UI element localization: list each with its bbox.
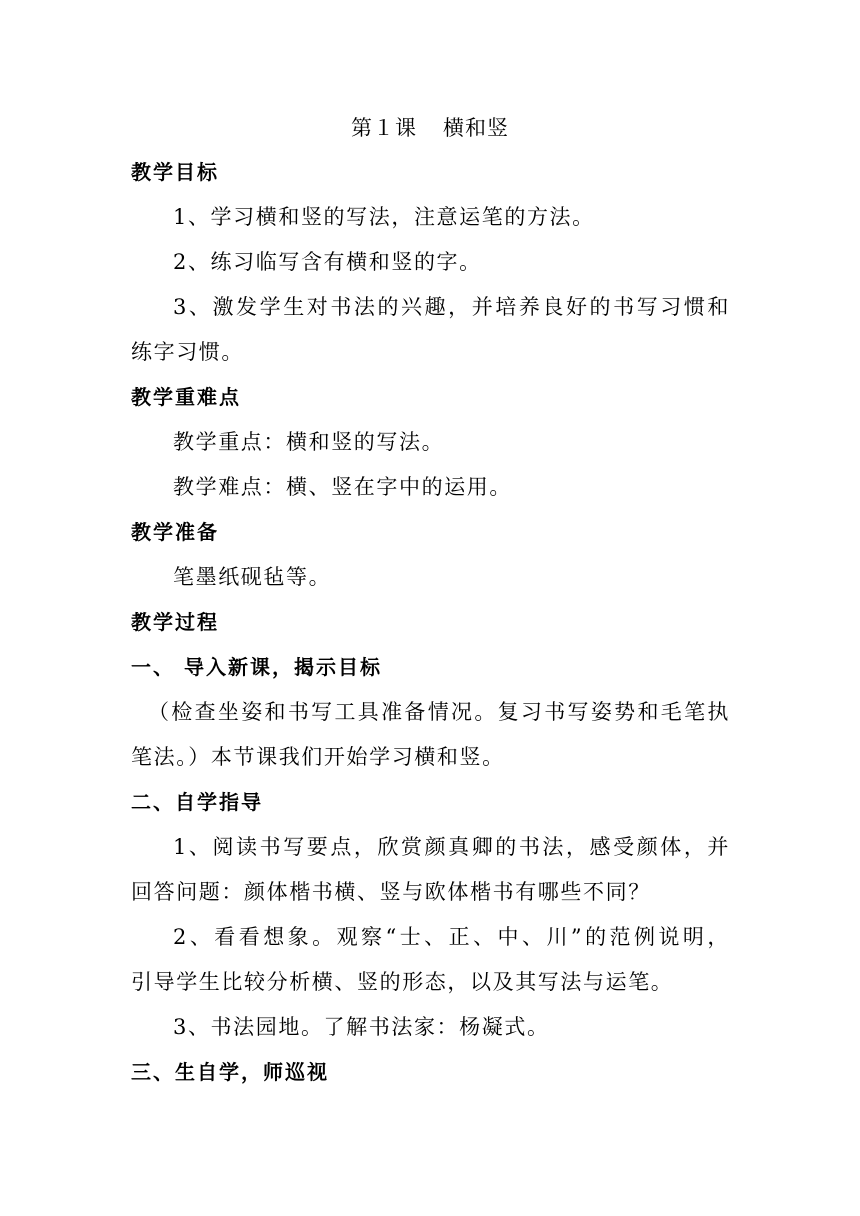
goal-item-2: 2、练习临写含有横和竖的字。 bbox=[173, 250, 482, 274]
key-point: 教学重点：横和竖的写法。 bbox=[173, 430, 445, 454]
preparation-heading: 教学准备 bbox=[131, 520, 219, 544]
lesson-number: 第１课 bbox=[351, 116, 417, 140]
goal-item-3-line-1: 3、激发学生对书法的兴趣，并培养良好的书写习惯和 bbox=[173, 295, 730, 319]
step-1-heading: 一、 导入新课，揭示目标 bbox=[131, 655, 382, 679]
step-2-item-2-line-1: 2、看看想象。观察“士、正、中、川”的范例说明， bbox=[173, 925, 730, 949]
difficult-point: 教学难点：横、竖在字中的运用。 bbox=[173, 475, 512, 499]
key-points-heading: 教学重难点 bbox=[131, 385, 241, 409]
step-2-item-1-line-2: 回答问题：颜体楷书横、竖与欧体楷书有哪些不同？ bbox=[131, 880, 651, 904]
step-1-text-line-2: 笔法。）本节课我们开始学习横和竖。 bbox=[131, 745, 505, 769]
step-1-text-line-1: （检查坐姿和书写工具准备情况。复习书写姿势和毛笔执 bbox=[148, 700, 730, 724]
step-2-heading: 二、自学指导 bbox=[131, 790, 263, 814]
lesson-topic: 横和竖 bbox=[443, 116, 509, 140]
preparation-text: 笔墨纸砚毡等。 bbox=[173, 565, 332, 589]
lesson-title bbox=[0, 112, 860, 142]
goal-item-3-line-2: 练字习惯。 bbox=[131, 340, 244, 364]
step-2-item-3: 3、书法园地。了解书法家：杨凝式。 bbox=[173, 1015, 550, 1039]
step-2-item-1-line-1: 1、阅读书写要点，欣赏颜真卿的书法，感受颜体，并 bbox=[173, 835, 730, 859]
goal-item-1: 1、学习横和竖的写法，注意运笔的方法。 bbox=[173, 205, 595, 229]
goals-heading: 教学目标 bbox=[131, 160, 219, 184]
step-3-heading: 三、生自学，师巡视 bbox=[131, 1060, 329, 1084]
process-heading: 教学过程 bbox=[131, 610, 219, 634]
step-2-item-2-line-2: 引导学生比较分析横、竖的形态，以及其写法与运笔。 bbox=[131, 970, 674, 994]
